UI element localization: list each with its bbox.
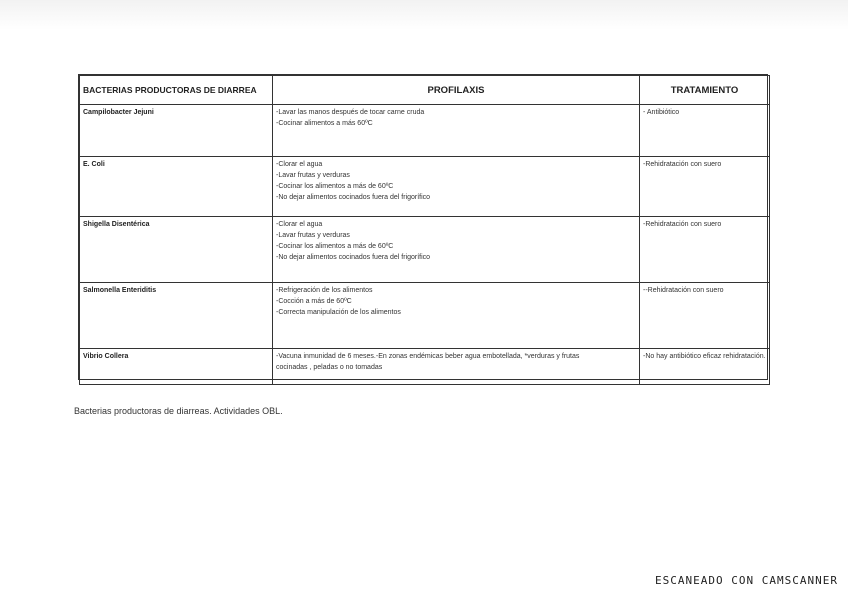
- bacteria-name: Vibrio Collera: [80, 349, 273, 385]
- profilaxis-cell: [273, 217, 640, 283]
- bacteria-name: Campilobacter Jejuni: [80, 105, 273, 157]
- profilaxis-item: -Clorar el agua: [276, 221, 323, 228]
- profilaxis-item: -Lavar frutas y verduras: [276, 172, 350, 179]
- profilaxis-item: -No dejar alimentos cocinados fuera del frigorífico: [276, 194, 431, 201]
- profilaxis-item: -Cocinar los alimentos a más de 60ºC: [276, 243, 394, 250]
- table-row: [80, 349, 770, 385]
- profilaxis-item: -Clorar el agua: [276, 161, 323, 168]
- tratamiento-cell: - Antibiótico: [640, 105, 770, 157]
- bacteria-table: [78, 74, 768, 380]
- table-header-row: [80, 76, 770, 105]
- profilaxis-item: -Lavar frutas y verduras: [276, 232, 350, 239]
- caption: Bacterias productoras de diarreas. Actividades OBL.: [74, 406, 283, 416]
- profilaxis-cell: [273, 283, 640, 349]
- profilaxis-item: -Cocinar alimentos a más 60ºC: [276, 120, 373, 127]
- tratamiento-cell: -Rehidratación con suero: [640, 157, 770, 217]
- profilaxis-item: -Cocción a más de 60ºC: [276, 298, 352, 305]
- bacteria-name: E. Coli: [80, 157, 273, 217]
- table-row: [80, 283, 770, 349]
- table-row: [80, 157, 770, 217]
- tratamiento-cell: -No hay antibiótico eficaz rehidratación.: [640, 349, 770, 385]
- profilaxis-cell: [273, 349, 640, 385]
- camscanner-watermark: ESCANEADO CON CAMSCANNER: [655, 574, 838, 587]
- profilaxis-cell: [273, 157, 640, 217]
- profilaxis-item: -Vacuna inmunidad de 6 meses.-En zonas endémicas beber agua embotellada, *verduras y frutas: [276, 353, 580, 360]
- profilaxis-item: -No dejar alimentos cocinados fuera del frigorífico: [276, 254, 431, 261]
- profilaxis-item: -Refrigeración de los alimentos: [276, 287, 373, 294]
- table-row: [80, 105, 770, 157]
- profilaxis-cell: [273, 105, 640, 157]
- profilaxis-item: cocinadas , peladas o no tomadas: [276, 364, 383, 371]
- bacteria-name: Salmonella Enteriditis: [80, 283, 273, 349]
- profilaxis-item: -Lavar las manos después de tocar carne cruda: [276, 109, 425, 116]
- header-tratamiento: TRATAMIENTO: [640, 76, 770, 105]
- tratamiento-cell: --Rehidratación con suero: [640, 283, 770, 349]
- table-row: [80, 217, 770, 283]
- bacteria-name: Shigella Disentérica: [80, 217, 273, 283]
- profilaxis-item: -Correcta manipulación de los alimentos: [276, 309, 401, 316]
- header-bacteria: BACTERIAS PRODUCTORAS DE DIARREA: [80, 76, 273, 105]
- tratamiento-cell: -Rehidratación con suero: [640, 217, 770, 283]
- header-profilaxis: PROFILAXIS: [273, 76, 640, 105]
- profilaxis-item: -Cocinar los alimentos a más de 60ºC: [276, 183, 394, 190]
- scan-shadow: [0, 0, 848, 30]
